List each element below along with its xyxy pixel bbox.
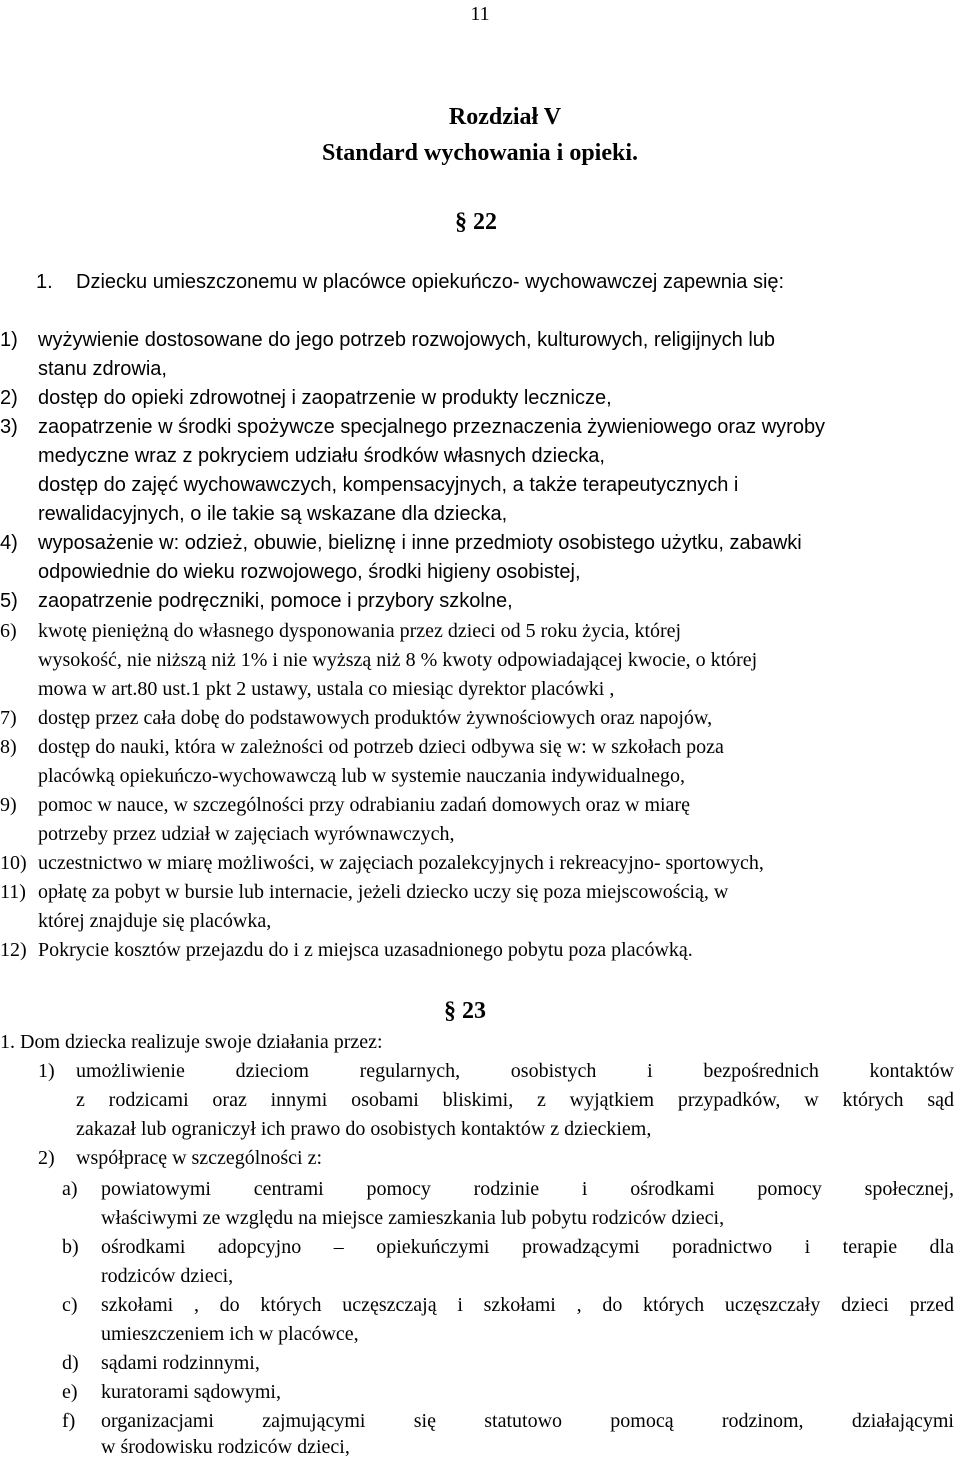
sub-item-letter: b) <box>62 1236 79 1258</box>
chapter-title: Rozdział V <box>448 104 562 130</box>
sub-item-letter: d) <box>62 1352 79 1374</box>
list-item-line: rewalidacyjnych, o ile takie są wskazane dla dziecka, <box>38 503 508 525</box>
list-item-line: uczestnictwo w miarę możliwości, w zajęciach pozalekcyjnych i rekreacyjno- sportowych, <box>38 852 764 874</box>
section-23-heading: § 23 <box>444 998 486 1024</box>
list-item-line: medyczne wraz z pokryciem udziału środków własnych dziecka, <box>38 445 605 467</box>
list-item-line: stanu zdrowia, <box>38 358 167 380</box>
list-item-line: dostęp przez cała dobę do podstawowych produktów żywnościowych oraz napojów, <box>38 707 713 729</box>
list-item-line: placówką opiekuńczo-wychowawczą lub w systemie nauczania indywidualnego, <box>38 765 685 787</box>
list-item-number: 7) <box>0 707 17 729</box>
list-item-line: dostęp do nauki, która w zależności od potrzeb dzieci odbywa się w: w szkołach poza <box>38 736 724 758</box>
sub-item-letter: e) <box>62 1381 78 1403</box>
section-22-heading: § 22 <box>455 209 497 235</box>
list-item-line: Pokrycie kosztów przejazdu do i z miejsca uzasadnionego pobytu poza placówką. <box>38 939 693 961</box>
section-23-item-line: współpracę w szczególności z: <box>76 1147 323 1169</box>
sub-item-letter: a) <box>62 1178 78 1200</box>
sub-item-line: kuratorami sądowymi, <box>101 1381 281 1403</box>
sub-item-line: w środowisku rodziców dzieci, <box>101 1436 350 1458</box>
section-23-item-line: umożliwienie dzieciom regularnych, osobistych i bezpośrednich kontaktów <box>76 1060 954 1082</box>
section-23-item-number: 2) <box>38 1147 55 1169</box>
sub-item-line: szkołami , do których uczęszczają i szkołami , do których uczęszczały dzieci przed <box>101 1294 954 1316</box>
list-item-number: 9) <box>0 794 17 816</box>
sub-item-letter: f) <box>62 1410 76 1432</box>
list-item-number: 11) <box>0 881 26 903</box>
list-item-number: 5) <box>0 590 18 612</box>
sub-item-line: umieszczeniem ich w placówce, <box>101 1323 359 1345</box>
page-number: 11 <box>470 3 490 25</box>
list-item-line: opłatę za pobyt w bursie lub internacie, jeżeli dziecko uczy się poza miejscowością, w <box>38 881 729 903</box>
list-item-line: zaopatrzenie w środki spożywcze specjalnego przeznaczenia żywieniowego oraz wyroby <box>38 416 826 438</box>
section-22-intro-number: 1. <box>36 271 53 293</box>
list-item-line: odpowiednie do wieku rozwojowego, środki higieny osobistej, <box>38 561 581 583</box>
sub-item-line: ośrodkami adopcyjno – opiekuńczymi prowadzącymi poradnictwo i terapie dla <box>101 1236 954 1258</box>
list-item-number: 6) <box>0 620 17 642</box>
list-item-number: 3) <box>0 416 18 438</box>
list-item-line: dostęp do zajęć wychowawczych, kompensacyjnych, a także terapeutycznych i <box>38 474 739 496</box>
sub-item-line: sądami rodzinnymi, <box>101 1352 260 1374</box>
sub-item-line: powiatowymi centrami pomocy rodzinie i ośrodkami pomocy społecznej, <box>101 1178 954 1200</box>
list-item-number: 4) <box>0 532 18 554</box>
section-23-item-line: zakazał lub ograniczył ich prawo do osobistych kontaktów z dzieckiem, <box>76 1118 652 1140</box>
section-23-intro: 1. Dom dziecka realizuje swoje działania przez: <box>0 1031 383 1053</box>
chapter-subtitle: Standard wychowania i opieki. <box>321 140 639 166</box>
list-item-line: kwotę pieniężną do własnego dysponowania przez dzieci od 5 roku życia, której <box>38 620 682 642</box>
section-23-item-number: 1) <box>38 1060 55 1082</box>
section-22-intro: Dziecku umieszczonemu w placówce opiekuńczo- wychowawczej zapewnia się: <box>76 271 785 293</box>
list-item-number: 12) <box>0 939 27 961</box>
list-item-line: potrzeby przez udział w zajęciach wyrównawczych, <box>38 823 455 845</box>
list-item-line: dostęp do opieki zdrowotnej i zaopatrzenie w produkty lecznicze, <box>38 387 612 409</box>
list-item-line: wysokość, nie niższą niż 1% i nie wyższą niż 8 % kwoty odpowiadającej kwocie, o której <box>38 649 758 671</box>
list-item-line: wyżywienie dostosowane do jego potrzeb rozwojowych, kulturowych, religijnych lub <box>38 329 776 351</box>
list-item-line: zaopatrzenie podręczniki, pomoce i przybory szkolne, <box>38 590 513 612</box>
sub-item-line: właściwymi ze względu na miejsce zamieszkania lub pobytu rodziców dzieci, <box>101 1207 725 1229</box>
list-item-number: 1) <box>0 329 18 351</box>
list-item-line: której znajduje się placówka, <box>38 910 272 932</box>
list-item-number: 10) <box>0 852 27 874</box>
sub-item-letter: c) <box>62 1294 78 1316</box>
list-item-number: 2) <box>0 387 18 409</box>
sub-item-line: rodziców dzieci, <box>101 1265 234 1287</box>
list-item-number: 8) <box>0 736 17 758</box>
section-23-item-line: z rodzicami oraz innymi osobami bliskimi, z wyjątkiem przypadków, w których sąd <box>76 1089 954 1111</box>
list-item-line: wyposażenie w: odzież, obuwie, bieliznę i inne przedmioty osobistego użytku, zabawki <box>38 532 802 554</box>
list-item-line: pomoc w nauce, w szczególności przy odrabianiu zadań domowych oraz w miarę <box>38 794 690 816</box>
list-item-line: mowa w art.80 ust.1 pkt 2 ustawy, ustala co miesiąc dyrektor placówki , <box>38 678 615 700</box>
sub-item-line: organizacjami zajmującymi się statutowo pomocą rodzinom, działającymi <box>101 1410 954 1432</box>
